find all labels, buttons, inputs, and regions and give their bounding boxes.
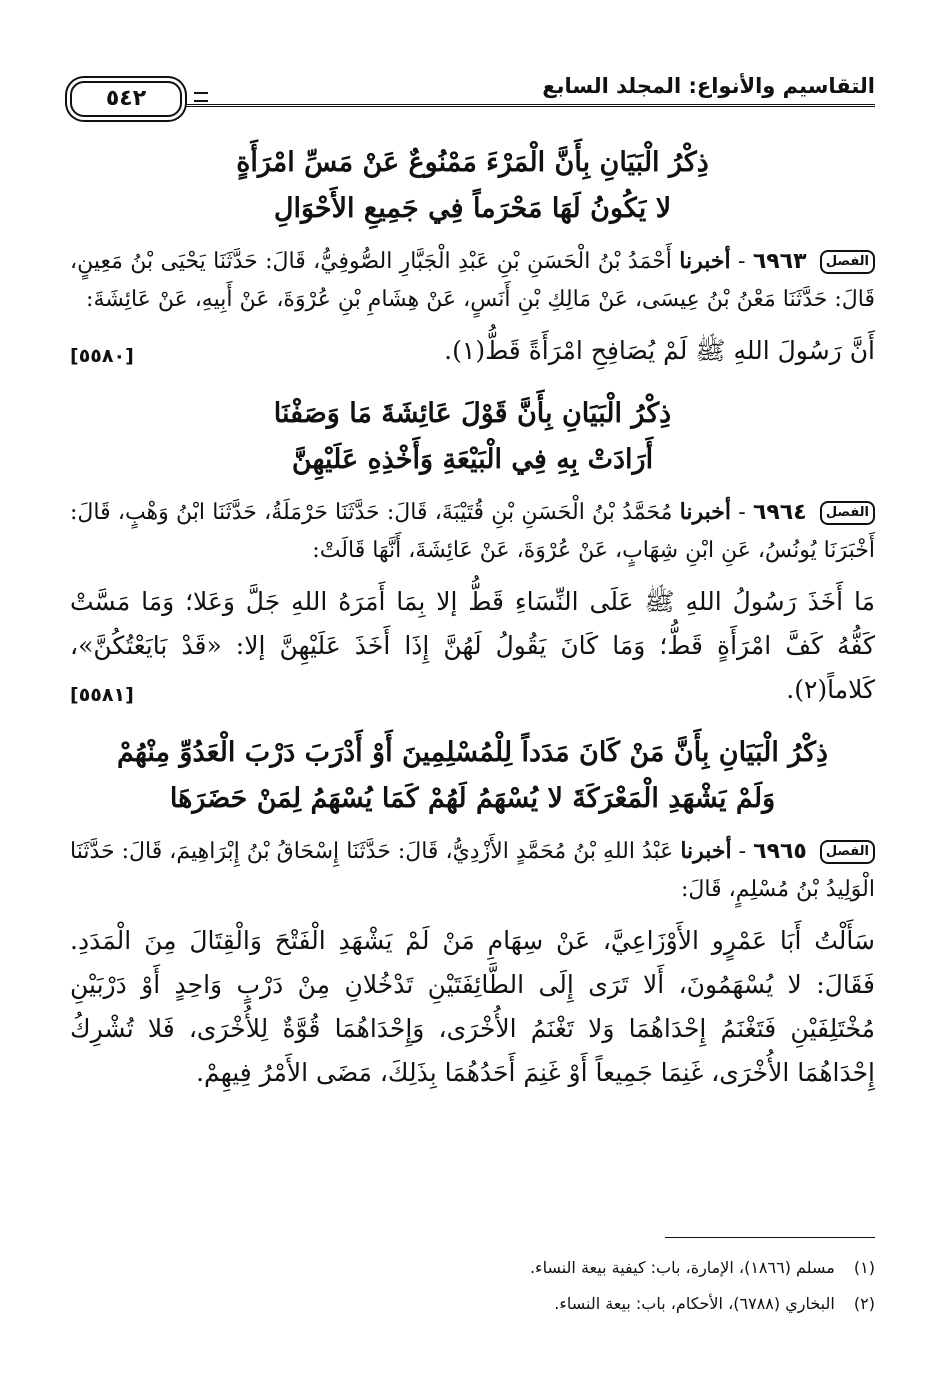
hadith-number: ٦٩٦٥ (753, 839, 807, 864)
header-ornament (194, 92, 208, 102)
matn-text: مَا أَخَذَ رَسُولُ اللهِ ﷺ عَلَى النِّسَاءِ قَطُّ إلا بِمَا أَمَرَهُ اللهِ جَلَّ وَعَلا؛ وَمَا مَسَّتْ كَفُّهُ كَفَّ امْرَأَةٍ قَطُّ؛ وَمَا كَانَ يَقُولُ لَهُنَّ إِذَا أَخَذَ عَلَيْهِنَّ إلا: «قَدْ بَايَعْتُكُنَّ»، كَلاماً(٢). (70, 587, 875, 704)
matn-text: أَنَّ رَسُولَ اللهِ ﷺ لَمْ يُصَافِحِ امْرَأَةً قَطُّ(١). (444, 336, 875, 365)
hadith-number: ٦٩٦٤ (752, 500, 807, 525)
heading-line: لا يَكُونُ لَهَا مَحْرَماً فِي جَمِيعِ الأَحْوَالِ (273, 193, 672, 224)
footnote-item (70, 1286, 875, 1322)
section-badge: الفصل (820, 250, 875, 274)
section-badge: الفصل (820, 840, 875, 864)
akhbarana-label: أخبرنا (679, 248, 731, 274)
page-header (70, 68, 875, 118)
section-6963 (70, 140, 875, 373)
matn-text: سَأَلْتُ أَبَا عَمْرٍو الأَوْزَاعِيَّ، عَنْ سِهَامِ مَنْ لَمْ يَشْهَدِ الْفَتْحَ وَالْقِتَالَ مِنَ الْمَدَدِ. فَقَالَ: لا يُسْهَمُونَ، أَلا تَرَى إِلَى الطَّائِفَتَيْنِ تَدْخُلانِ مِنْ دَرْبٍ وَاحِدٍ أَوْ دَرْبَيْنِ مُخْتَلِفَيْنِ فَتَغْنَمُ إِحْدَاهُمَا وَلا تَغْنَمُ الأُخْرَى، وَإِحْدَاهُمَا قُوَّةٌ لِلأُخْرَى، فَلا تُشْرِكُ إِحْدَاهُمَا الأُخْرَى، غَنِمَا جَمِيعاً أَوْ غَنِمَ أَحَدُهُمَا بِذَلِكَ، مَضَى الأَمْرُ فِيهِمْ. (70, 926, 875, 1087)
section-badge: الفصل (820, 501, 875, 525)
footnote-item (70, 1250, 875, 1286)
akhbarana-label: أخبرنا (679, 499, 731, 525)
chapter-heading (70, 730, 875, 822)
footnote-marker: (١) (853, 1258, 875, 1277)
hadith-reference: [٥٥٨١] (70, 684, 134, 706)
page-content (70, 140, 875, 1095)
chapter-heading (70, 391, 875, 483)
heading-line: ذِكْرُ الْبَيَانِ بِأَنَّ الْمَرْءَ مَمْنُوعٌ عَنْ مَسِّ امْرَأَةٍ (236, 147, 709, 178)
heading-line: ذِكْرُ الْبَيَانِ بِأَنَّ مَنْ كَانَ مَدَداً لِلْمُسْلِمِينَ أَوْ أَدْرَبَ دَرْبَ الْعَدُوِّ مِنْهُمْ (116, 737, 828, 768)
section-6965 (70, 730, 875, 1095)
chapter-heading (70, 140, 875, 232)
running-title: التقاسيم والأنواع: المجلد السابع (542, 74, 875, 98)
isnad-paragraph: الفصل ٦٩٦٤ - أخبرنا مُحَمَّدُ بْنُ الْحَسَنِ بْنِ قُتَيْبَةَ، قَالَ: حَدَّثَنَا حَرْمَلَةُ، حَدَّثَنَا ابْنُ وَهْبٍ، قَالَ: أَخْبَرَنَا يُونُسُ، عَنِ ابْنِ شِهَابٍ، عَنْ عُرْوَةَ، عَنْ عَائِشَةَ، أَنَّهَا قَالَتْ: (70, 499, 875, 563)
isnad-paragraph: الفصل ٦٩٦٥ - أخبرنا عَبْدُ اللهِ بْنُ مُحَمَّدٍ الأَزْدِيُّ، قَالَ: حَدَّثَنَا إِسْحَاقُ بْنُ إِبْرَاهِيمَ، قَالَ: حَدَّثَنَا الْوَلِيدُ بْنُ مُسْلِمٍ، قَالَ: (70, 838, 875, 902)
akhbarana-label: أخبرنا (680, 838, 732, 864)
section-6964 (70, 391, 875, 712)
footnote-marker: (٢) (853, 1294, 875, 1313)
header-rule (70, 104, 875, 107)
hadith-reference: [٥٥٨٠] (70, 345, 134, 367)
isnad-paragraph: الفصل ٦٩٦٣ - أخبرنا أَحْمَدُ بْنُ الْحَسَنِ بْنِ عَبْدِ الْجَبَّارِ الصُّوفِيُّ، قَالَ: حَدَّثَنَا يَحْيَى بْنُ مَعِينٍ، قَالَ: حَدَّثَنَا مَعْنُ بْنُ عِيسَى، عَنْ مَالِكِ بْنِ أَنَسٍ، عَنْ هِشَامِ بْنِ عُرْوَةَ، عَنْ أَبِيهِ، عَنْ عَائِشَةَ: (70, 248, 875, 312)
page-number: ٥٤٢ (70, 81, 182, 117)
heading-line: أَرَادَتْ بِهِ فِي الْبَيْعَةِ وَأَخْذِهِ عَلَيْهِنَّ (291, 444, 654, 475)
heading-line: وَلَمْ يَشْهَدِ الْمَعْرَكَةَ لا يُسْهَمُ لَهُمْ كَمَا يُسْهَمُ لِمَنْ حَضَرَهَا (169, 783, 776, 814)
footnote-text: مسلم (١٨٦٦)، الإمارة، باب: كيفية بيعة النساء. (529, 1258, 835, 1277)
isnad-text: عَبْدُ اللهِ بْنُ مُحَمَّدٍ الأَزْدِيُّ، قَالَ: حَدَّثَنَا إِسْحَاقُ بْنُ إِبْرَاهِيمَ، قَالَ: حَدَّثَنَا الْوَلِيدُ بْنُ مُسْلِمٍ، قَالَ: (70, 839, 875, 902)
footnote-rule (665, 1237, 875, 1238)
footnote-text: البخاري (٦٧٨٨)، الأحكام، باب: بيعة النساء. (554, 1294, 835, 1313)
hadith-number: ٦٩٦٣ (752, 249, 807, 274)
footnotes (70, 1250, 875, 1322)
heading-line: ذِكْرُ الْبَيَانِ بِأَنَّ قَوْلَ عَائِشَةَ مَا وَصَفْنَا (273, 398, 672, 429)
isnad-text: مُحَمَّدُ بْنُ الْحَسَنِ بْنِ قُتَيْبَةَ، قَالَ: حَدَّثَنَا حَرْمَلَةُ، حَدَّثَنَا ابْنُ وَهْبٍ، قَالَ: أَخْبَرَنَا يُونُسُ، عَنِ ابْنِ شِهَابٍ، عَنْ عُرْوَةَ، عَنْ عَائِشَةَ، أَنَّهَا قَالَتْ: (70, 500, 875, 563)
isnad-text: أَحْمَدُ بْنُ الْحَسَنِ بْنِ عَبْدِ الْجَبَّارِ الصُّوفِيُّ، قَالَ: حَدَّثَنَا يَحْيَى بْنُ مَعِينٍ، قَالَ: حَدَّثَنَا مَعْنُ بْنُ عِيسَى، عَنْ مَالِكِ بْنِ أَنَسٍ، عَنْ هِشَامِ بْنِ عُرْوَةَ، عَنْ أَبِيهِ، عَنْ عَائِشَةَ: (70, 249, 875, 312)
